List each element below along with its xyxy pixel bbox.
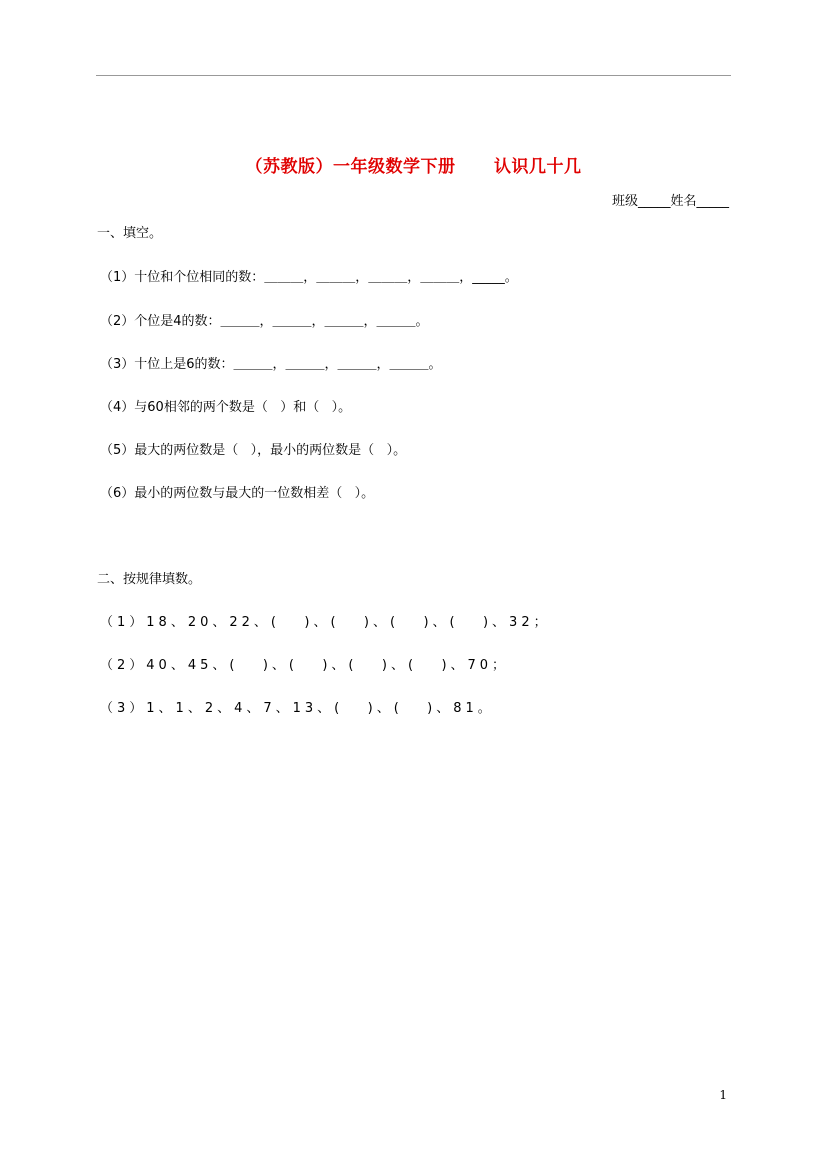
question-1-6: （6）最小的两位数与最大的一位数相差（ ）。 — [100, 486, 375, 501]
question-1-3: （3）十位上是6的数：＿＿＿，＿＿＿，＿＿＿，＿＿＿。 — [100, 357, 442, 372]
question-2-1: （1）18、20、22、( )、( )、( )、( )、32； — [100, 615, 551, 630]
section-heading-pattern: 二、按规律填数。 — [97, 572, 202, 587]
question-2-2: （2）40、45、( )、( )、( )、( )、70； — [100, 658, 510, 673]
class-name-line: 班级_____姓名_____ — [611, 194, 729, 209]
header-rule — [96, 75, 731, 76]
section-heading-fill-blank: 一、填空。 — [97, 226, 163, 241]
question-1-2: （2）个位是4的数：＿＿＿，＿＿＿，＿＿＿，＿＿＿。 — [100, 314, 429, 329]
question-1-5: （5）最大的两位数是（ ），最小的两位数是（ ）。 — [100, 443, 407, 458]
page-number: 1 — [719, 1088, 727, 1102]
question-1-1: （1）十位和个位相同的数：＿＿＿，＿＿＿，＿＿＿，＿＿＿，_____。 — [100, 270, 518, 285]
question-1-4: （4）与60相邻的两个数是（ ）和（ ）。 — [100, 400, 352, 415]
document-title: （苏教版）一年级数学下册 认识几十几 — [245, 157, 582, 177]
question-2-3: （3）1、1、2、4、7、13、( )、( )、81。 — [100, 701, 495, 716]
